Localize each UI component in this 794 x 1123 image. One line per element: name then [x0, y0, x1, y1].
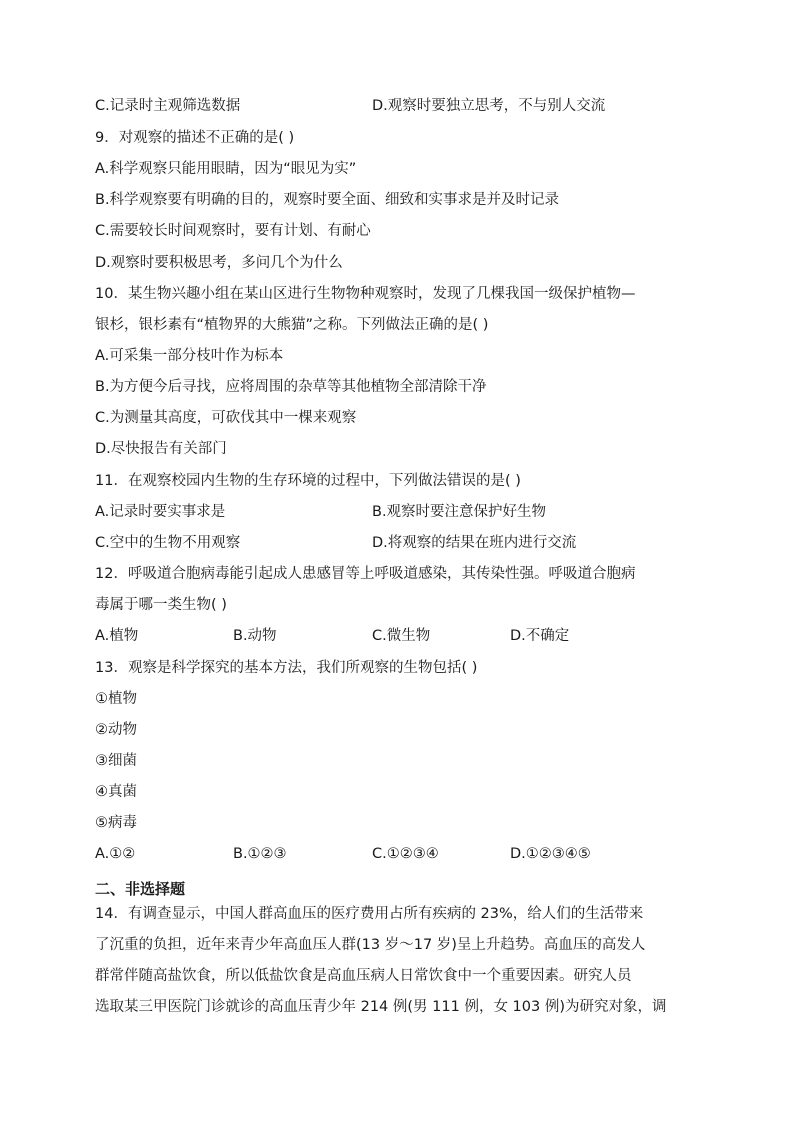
q12-option-c: C.微生物 — [372, 628, 431, 644]
q13-option-d: D.①②③④⑤ — [510, 846, 591, 862]
q13-item-2: ②动物 — [95, 722, 137, 738]
q11-option-c: C.空中的生物不用观察 — [95, 535, 241, 551]
q9-option-d: D.观察时要积极思考，多问几个为什么 — [95, 255, 343, 271]
q12-option-d: D.不确定 — [510, 628, 570, 644]
q13-item-1: ①植物 — [95, 691, 137, 707]
q10-option-b: B.为方便今后寻找，应将周围的杂草等其他植物全部清除干净 — [95, 379, 487, 395]
q14-line-4: 选取某三甲医院门诊就诊的高血压青少年 214 例(男 111 例，女 103 例)为研究对象，调 — [95, 999, 667, 1015]
q13-item-4: ④真菌 — [95, 784, 137, 800]
q10-option-c: C.为测量其高度，可砍伐其中一棵来观察 — [95, 410, 357, 426]
q11-option-d: D.将观察的结果在班内进行交流 — [372, 535, 577, 551]
q11-stem: 11．在观察校园内生物的生存环境的过程中，下列做法错误的是( ) — [95, 473, 521, 489]
q10-option-d: D.尽快报告有关部门 — [95, 441, 227, 457]
section-heading: 二、非选择题 — [95, 880, 186, 898]
q10-stem-line-1: 10．某生物兴趣小组在某山区进行生物物种观察时，发现了几棵我国一级保护植物— — [95, 286, 636, 302]
q13-item-3: ③细菌 — [95, 753, 137, 769]
q10-stem-line-2: 银杉，银杉素有“植物界的大熊猫”之称。下列做法正确的是( ) — [95, 317, 489, 333]
q14-line-2: 了沉重的负担，近年来青少年高血压人群(13 岁～17 岁)呈上升趋势。高血压的高发人 — [95, 937, 646, 953]
q9-option-c: C.需要较长时间观察时，要有计划、有耐心 — [95, 223, 371, 239]
q14-line-3: 群常伴随高盐饮食，所以低盐饮食是高血压病人日常饮食中一个重要因素。研究人员 — [95, 968, 632, 984]
q12-stem-line-1: 12．呼吸道合胞病毒能引起成人患感冒等上呼吸道感染，其传染性强。呼吸道合胞病 — [95, 566, 636, 582]
q14-line-1: 14．有调查显示，中国人群高血压的医疗费用占所有疾病的 23%，给人们的生活带来 — [95, 906, 644, 922]
q11-option-b: B.观察时要注意保护好生物 — [372, 504, 547, 520]
q13-stem: 13．观察是科学探究的基本方法，我们所观察的生物包括( ) — [95, 660, 478, 676]
q13-option-c: C.①②③④ — [372, 846, 439, 862]
q9-option-a: A.科学观察只能用眼睛，因为“眼见为实” — [95, 161, 357, 177]
q12-option-a: A.植物 — [95, 628, 139, 644]
q9-option-b: B.科学观察要有明确的目的，观察时要全面、细致和实事求是并及时记录 — [95, 192, 560, 208]
q8-option-c: C.记录时主观筛选数据 — [95, 98, 241, 114]
q13-item-5: ⑤病毒 — [95, 815, 137, 831]
q12-option-b: B.动物 — [233, 628, 277, 644]
q8-option-d: D.观察时要独立思考，不与别人交流 — [372, 98, 606, 114]
q13-option-b: B.①②③ — [233, 846, 287, 862]
q9-stem: 9．对观察的描述不正确的是( ) — [95, 130, 295, 146]
q11-option-a: A.记录时要实事求是 — [95, 504, 226, 520]
q10-option-a: A.可采集一部分枝叶作为标本 — [95, 348, 284, 364]
q12-stem-line-2: 毒属于哪一类生物( ) — [95, 597, 227, 613]
q13-option-a: A.①② — [95, 846, 136, 862]
